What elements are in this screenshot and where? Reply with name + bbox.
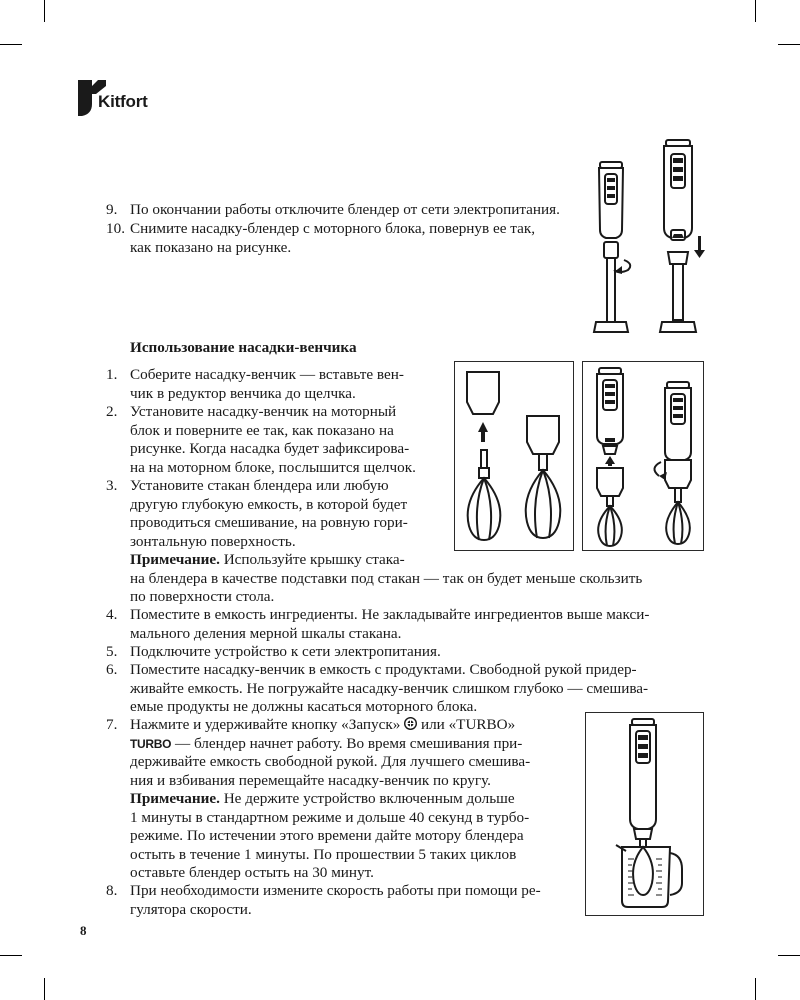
whisk-attach-figure <box>582 361 704 551</box>
step-number: 2. <box>106 403 118 420</box>
step-number: 6. <box>106 661 118 678</box>
note-label: Примечание. <box>130 790 220 807</box>
note-text: остыть в течение 1 минуты. По прошествии 5 таких циклов <box>130 845 517 863</box>
step-text: Установите стакан блендера или любую <box>130 477 389 494</box>
whisk-in-beaker-figure <box>585 712 704 916</box>
step-text: зонтальную поверхность. <box>130 532 296 550</box>
whisk-assembly-figure <box>454 361 574 551</box>
crop-mark <box>0 955 22 956</box>
step-text: на на моторном блоке, послышится щелчок. <box>130 458 416 476</box>
note-text: на блендера в качестве подставки под стакан — так он будет меньше скользить <box>130 569 643 587</box>
step-text: Снимите насадку-блендер с моторного блока, повернув ее так, <box>130 220 536 237</box>
crop-mark <box>44 978 45 1000</box>
start-button-icon <box>404 717 417 730</box>
step-text: Соберите насадку-венчик — вставьте вен- <box>130 366 404 383</box>
step-number: 7. <box>106 716 118 733</box>
step-text: живайте емкость. Не погружайте насадку-венчик слишком глубоко — смешива- <box>130 679 649 697</box>
section-heading: Использование насадки-венчика <box>130 339 357 356</box>
step-text: или «TURBO» <box>417 716 516 733</box>
step-number: 8. <box>106 882 118 899</box>
step-text: держивайте емкость свободной рукой. Для лучшего смешива- <box>130 753 531 770</box>
note-text: 1 минуты в стандартном режиме и дольше 40 секунд в турбо- <box>130 808 530 826</box>
step-text: Установите насадку-венчик на моторный <box>130 403 397 420</box>
up-arrow-icon <box>605 456 615 466</box>
step-text: При необходимости измените скорость работы при помощи ре- <box>130 882 541 899</box>
step-text: Поместите насадку-венчик в емкость с продуктами. Свободной рукой придер- <box>130 661 637 678</box>
step-number: 10. <box>106 220 125 237</box>
step-text: емые продукты не должны касаться моторного блока. <box>130 698 478 715</box>
note-text: Используйте крышку стака- <box>219 551 405 568</box>
crop-mark <box>778 955 800 956</box>
step-text: рисунке. Когда насадка будет зафиксирова- <box>130 440 410 457</box>
step-text: ния и взбивания перемещайте насадку-венчик по кругу. <box>130 771 491 789</box>
crop-mark <box>778 44 800 45</box>
step-text: другую глубокую емкость, в которой будет <box>130 495 408 513</box>
page-number: 8 <box>80 923 87 938</box>
note-text: Не держите устройство включенным дольше <box>219 790 515 807</box>
step-text: Нажмите и удерживайте кнопку «Запуск» <box>130 716 405 733</box>
up-arrow-icon <box>478 422 488 442</box>
turbo-label-icon: TURBO <box>130 736 172 751</box>
step-number: 3. <box>106 477 118 494</box>
step-text: проводиться смешивание, на ровную гори- <box>130 514 408 531</box>
crop-mark <box>755 978 756 1000</box>
step-number: 5. <box>106 643 118 660</box>
crop-mark <box>755 0 756 22</box>
crop-mark <box>0 44 22 45</box>
step-number: 1. <box>106 366 118 383</box>
note-label: Примечание. <box>130 551 220 568</box>
step-text: По окончании работы отключите блендер от сети электропитания. <box>130 201 560 218</box>
step-text: Подключите устройство к сети электропитания. <box>130 643 441 660</box>
note-text: режиме. По истечении этого времени дайте мотору блендера <box>130 827 524 844</box>
step-number: 4. <box>106 606 118 623</box>
brand-name: Kitfort <box>98 92 148 111</box>
step-text: гулятора скорости. <box>130 900 252 918</box>
detach-attachment-figure <box>588 132 718 352</box>
step-text: как показано на рисунке. <box>130 238 292 256</box>
down-arrow-icon <box>694 236 705 258</box>
step-text: — блендер начнет работу. Во время смешивания при- <box>171 734 523 752</box>
crop-mark <box>44 0 45 22</box>
note-text: по поверхности стола. <box>130 588 275 605</box>
step-text: мального деления мерной шкалы стакана. <box>130 624 402 642</box>
step-text: чик в редуктор венчика до щелчка. <box>130 384 356 402</box>
step-text: Поместите в емкость ингредиенты. Не закладывайте ингредиентов выше макси- <box>130 606 650 623</box>
step-text: блок и поверните ее так, как показано на <box>130 421 394 439</box>
step-number: 9. <box>106 201 118 218</box>
note-text: оставьте блендер остыть на 30 минут. <box>130 864 374 881</box>
